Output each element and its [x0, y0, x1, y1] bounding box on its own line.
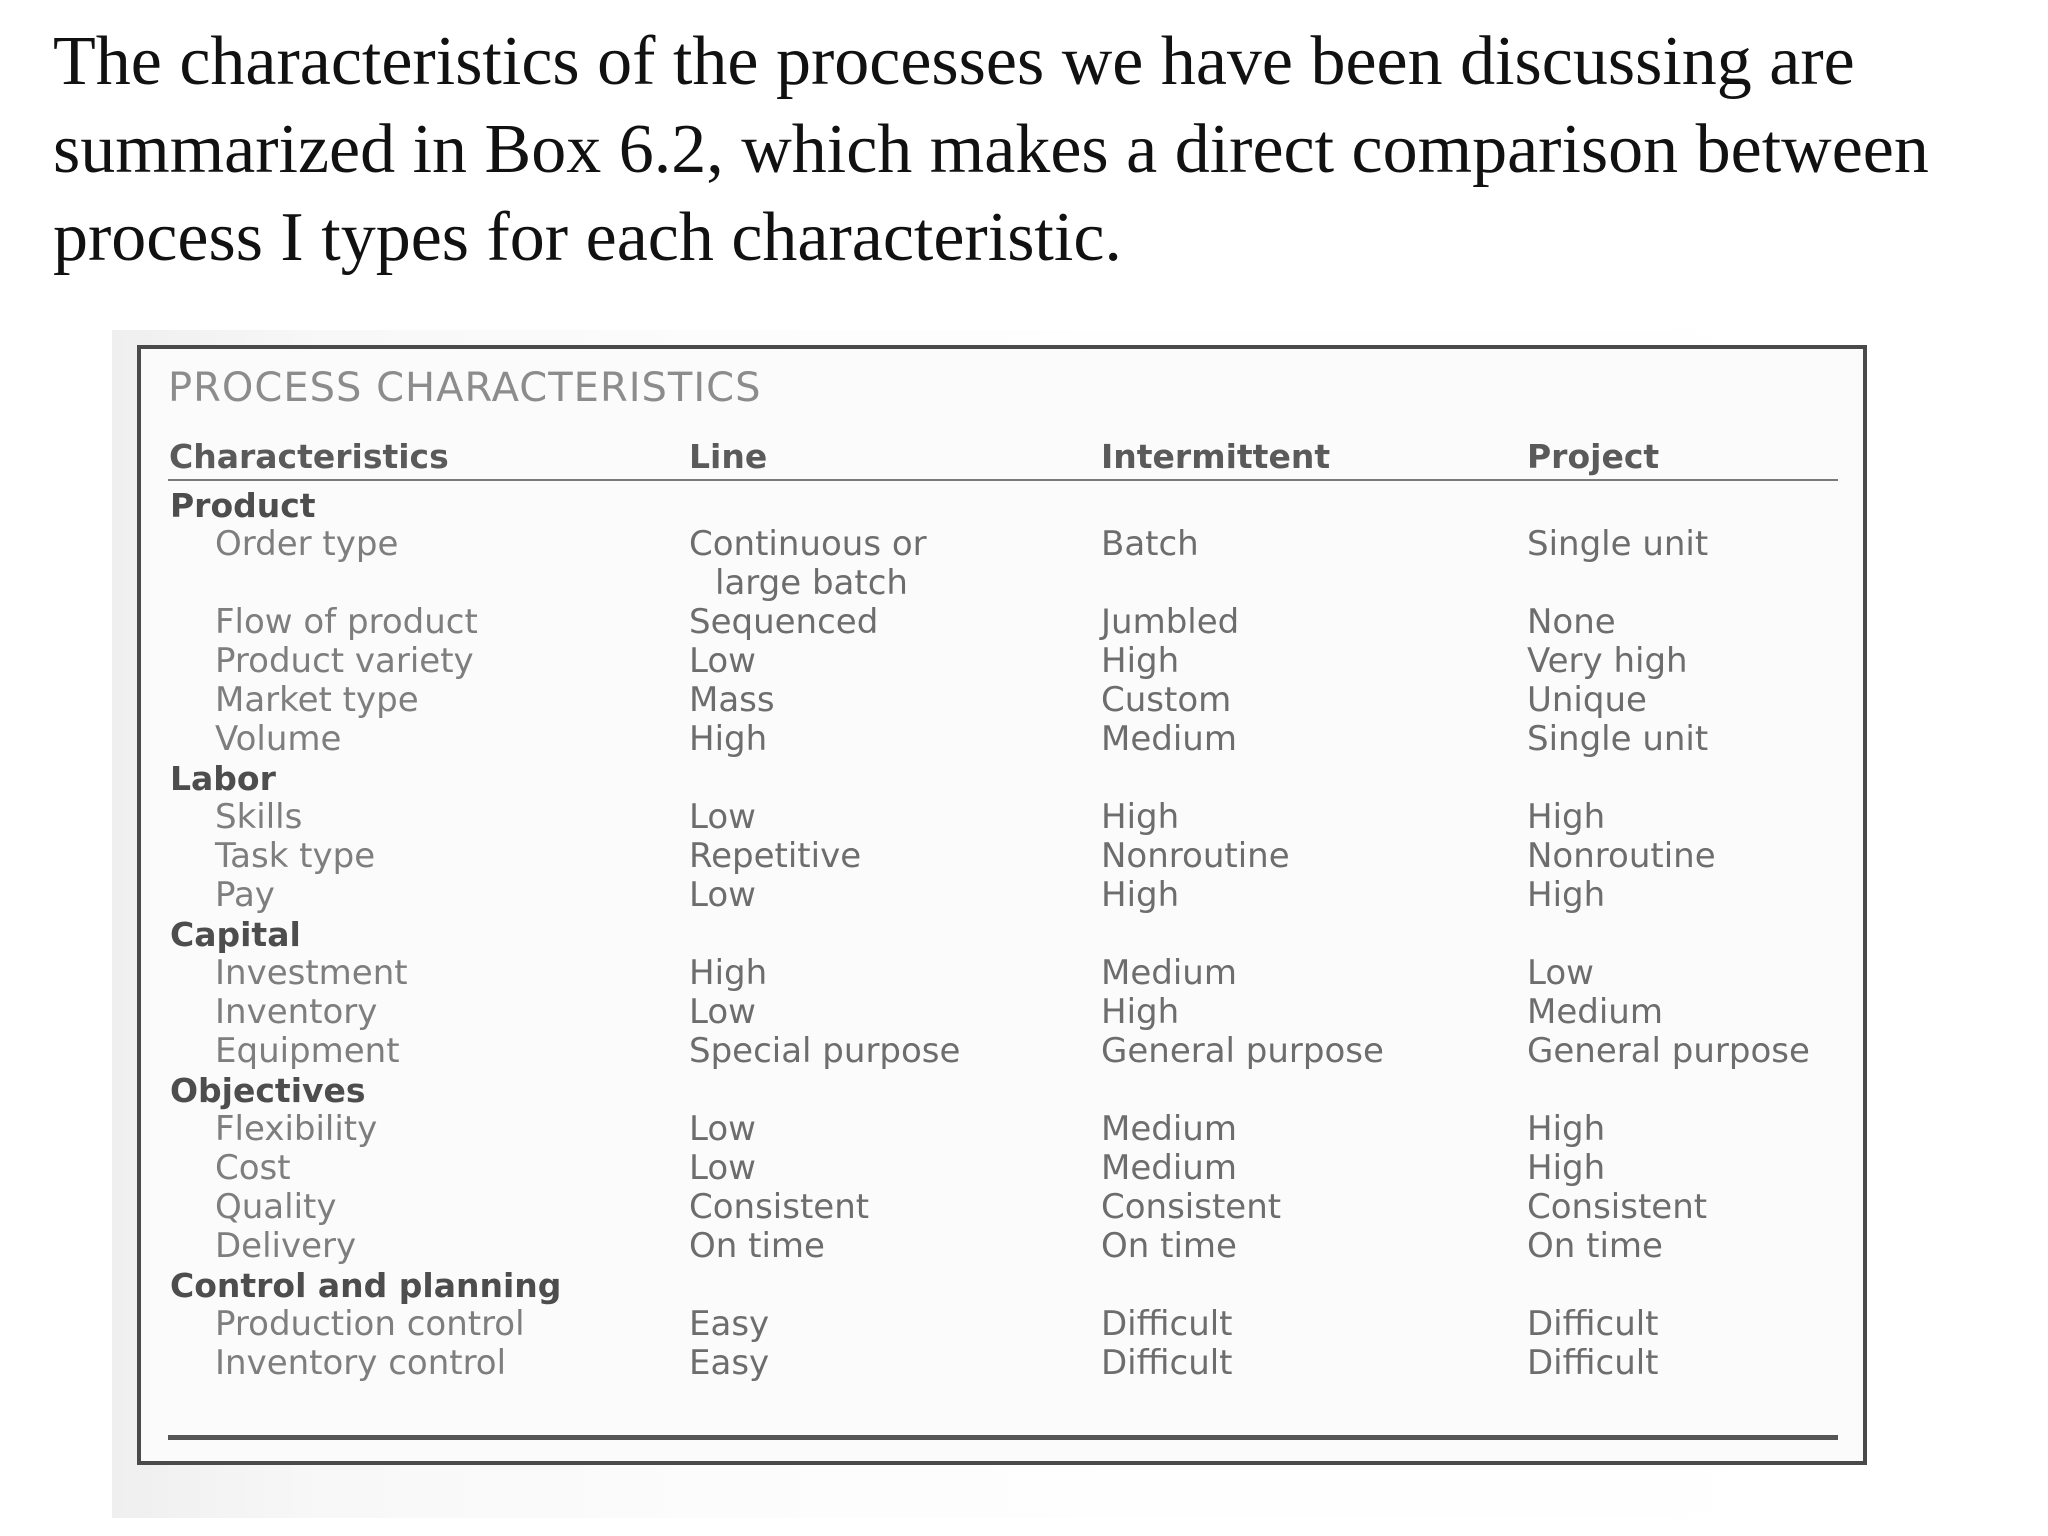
line-value: Special purpose	[689, 1031, 961, 1071]
project-value: Single unit	[1527, 524, 1709, 564]
bottom-divider	[168, 1435, 1838, 1440]
project-value: High	[1527, 797, 1606, 837]
project-value: Very high	[1527, 641, 1688, 681]
table-row	[141, 1344, 1863, 1383]
line-value: Easy	[689, 1343, 770, 1383]
header-project: Project	[1527, 437, 1660, 476]
table-row	[141, 603, 1863, 642]
intermittent-value: General purpose	[1101, 1031, 1384, 1071]
project-value: Difficult	[1527, 1343, 1659, 1383]
intermittent-value: Consistent	[1101, 1187, 1282, 1227]
line-value: Low	[689, 1109, 756, 1149]
line-value: Low	[689, 641, 756, 681]
header-intermittent: Intermittent	[1101, 437, 1331, 476]
line-value	[689, 525, 927, 603]
project-value: On time	[1527, 1226, 1663, 1266]
project-value: Low	[1527, 953, 1594, 993]
table-row	[141, 798, 1863, 837]
intermittent-value: Difficult	[1101, 1343, 1233, 1383]
line-value: Low	[689, 1148, 756, 1188]
line-value: Low	[689, 797, 756, 837]
intermittent-value: Medium	[1101, 719, 1237, 759]
row-label: Delivery	[215, 1226, 357, 1266]
section-title-control-and-planning: Control and planning	[170, 1266, 562, 1305]
header-characteristics: Characteristics	[169, 437, 449, 476]
line-value: Easy	[689, 1304, 770, 1344]
project-value: High	[1527, 1109, 1606, 1149]
project-value: Difficult	[1527, 1304, 1659, 1344]
line-value: Low	[689, 875, 756, 915]
line-value-continuation: large batch	[715, 563, 908, 603]
row-label: Inventory control	[215, 1343, 507, 1383]
table-row	[141, 954, 1863, 993]
row-label: Skills	[215, 797, 303, 837]
project-value: High	[1527, 1148, 1606, 1188]
intermittent-value: High	[1101, 875, 1180, 915]
box-title: PROCESS CHARACTERISTICS	[168, 365, 762, 411]
header-line: Line	[689, 437, 768, 476]
line-value: High	[689, 953, 768, 993]
characteristics-table	[141, 486, 1863, 1383]
row-label: Equipment	[215, 1031, 400, 1071]
table-row	[141, 1305, 1863, 1344]
table-row	[141, 1149, 1863, 1188]
table-row	[141, 1188, 1863, 1227]
project-value: Unique	[1527, 680, 1647, 720]
row-label: Inventory	[215, 992, 378, 1032]
project-value: Single unit	[1527, 719, 1709, 759]
row-label: Quality	[215, 1187, 337, 1227]
row-label: Flexibility	[215, 1109, 378, 1149]
project-value: High	[1527, 875, 1606, 915]
line-value-part: Continuous or	[689, 524, 927, 564]
line-value: Sequenced	[689, 602, 879, 642]
intermittent-value: Custom	[1101, 680, 1232, 720]
table-row	[141, 876, 1863, 915]
project-value: None	[1527, 602, 1616, 642]
intermittent-value: Jumbled	[1101, 602, 1240, 642]
intermittent-value: High	[1101, 797, 1180, 837]
intermittent-value: Difficult	[1101, 1304, 1233, 1344]
intro-paragraph: The characteristics of the processes we have been discussing are summarized in Box 6.2, which makes a direct comparison between process I types for each characteristic.	[53, 23, 1929, 276]
table-row	[141, 837, 1863, 876]
line-value: Mass	[689, 680, 775, 720]
line-value: High	[689, 719, 768, 759]
project-value: Medium	[1527, 992, 1663, 1032]
table-row	[141, 642, 1863, 681]
table-row	[141, 993, 1863, 1032]
intermittent-value: Medium	[1101, 1148, 1237, 1188]
line-value: On time	[689, 1226, 825, 1266]
row-label: Volume	[215, 719, 342, 759]
intermittent-value: High	[1101, 992, 1180, 1032]
section-title-product: Product	[170, 486, 316, 525]
section-title-capital: Capital	[170, 915, 301, 954]
process-characteristics-box	[137, 345, 1867, 1465]
intermittent-value: Medium	[1101, 1109, 1237, 1149]
project-value: General purpose	[1527, 1031, 1810, 1071]
row-label: Production control	[215, 1304, 525, 1344]
project-value: Nonroutine	[1527, 836, 1716, 876]
intermittent-value: Batch	[1101, 524, 1199, 564]
section-title-labor: Labor	[170, 759, 276, 798]
intermittent-value: Nonroutine	[1101, 836, 1290, 876]
row-label: Cost	[215, 1148, 291, 1188]
section-title-objectives: Objectives	[170, 1071, 366, 1110]
intermittent-value: High	[1101, 641, 1180, 681]
intermittent-value: Medium	[1101, 953, 1237, 993]
table-row	[141, 1110, 1863, 1149]
table-row	[141, 681, 1863, 720]
header-divider	[168, 479, 1838, 481]
row-label: Task type	[215, 836, 376, 876]
row-label: Order type	[215, 524, 399, 564]
line-value: Low	[689, 992, 756, 1032]
row-label: Flow of product	[215, 602, 478, 642]
table-row	[141, 1032, 1863, 1071]
table-row	[141, 1227, 1863, 1266]
line-value: Repetitive	[689, 836, 862, 876]
row-label: Pay	[215, 875, 275, 915]
row-label: Investment	[215, 953, 408, 993]
row-label: Market type	[215, 680, 419, 720]
table-row	[141, 720, 1863, 759]
project-value: Consistent	[1527, 1187, 1708, 1227]
line-value: Consistent	[689, 1187, 870, 1227]
intermittent-value: On time	[1101, 1226, 1237, 1266]
row-label: Product variety	[215, 641, 474, 681]
table-row	[141, 525, 1863, 603]
